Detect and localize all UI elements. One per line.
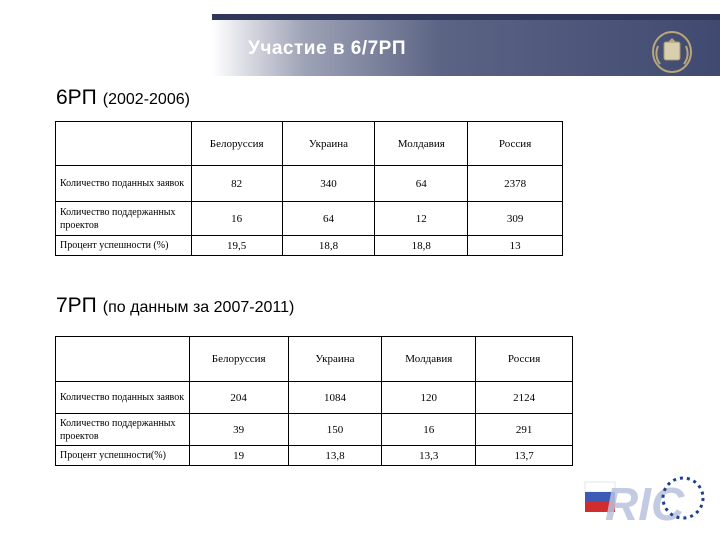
table-row (56, 382, 573, 414)
table-cell: 12 (375, 202, 468, 236)
col-header: Белоруссия (189, 337, 288, 382)
header-corner-cell (56, 337, 190, 382)
section-6rp-subtitle: (2002-2006) (102, 91, 190, 108)
header-corner-cell (56, 122, 192, 166)
table-cell: 13,8 (288, 446, 382, 466)
row-label: Количество поддержанных проектов (56, 414, 190, 446)
ric-logo-text: RIC (605, 478, 685, 530)
section-7rp-title: 7РП (56, 294, 97, 317)
table-cell: 13,7 (476, 446, 573, 466)
table-cell: 2378 (468, 166, 563, 202)
table-row (56, 166, 563, 202)
title-banner-shade (212, 14, 720, 20)
table-row (56, 446, 573, 466)
col-header: Россия (476, 337, 573, 382)
table-cell: 1084 (288, 382, 382, 414)
table-cell: 16 (382, 414, 476, 446)
table-cell: 120 (382, 382, 476, 414)
slide-title: Участие в 6/7РП (248, 38, 407, 59)
table-cell: 150 (288, 414, 382, 446)
table-cell: 13,3 (382, 446, 476, 466)
table-cell: 16 (191, 202, 282, 236)
table-cell: 18,8 (375, 236, 468, 256)
table-header-row (56, 122, 563, 166)
table-cell: 19 (189, 446, 288, 466)
section-6rp-heading (56, 86, 190, 110)
col-header: Россия (468, 122, 563, 166)
table-cell: 64 (375, 166, 468, 202)
table-cell: 309 (468, 202, 563, 236)
table-7rp (55, 336, 573, 466)
table-row (56, 202, 563, 236)
section-6rp-title: 6РП (56, 86, 97, 109)
table-cell: 291 (476, 414, 573, 446)
table-cell: 340 (282, 166, 375, 202)
table-cell: 64 (282, 202, 375, 236)
row-label: Количество поданных заявок (56, 382, 190, 414)
table-cell: 19,5 (191, 236, 282, 256)
table-header-row (56, 337, 573, 382)
row-label: Процент успешности(%) (56, 446, 190, 466)
col-header: Белоруссия (191, 122, 282, 166)
ric-logo-icon (583, 468, 713, 538)
table-cell: 18,8 (282, 236, 375, 256)
table-row (56, 414, 573, 446)
col-header: Украина (282, 122, 375, 166)
col-header: Молдавия (382, 337, 476, 382)
table-cell: 82 (191, 166, 282, 202)
table-cell: 39 (189, 414, 288, 446)
table-cell: 2124 (476, 382, 573, 414)
section-7rp-heading (56, 294, 294, 318)
row-label: Количество поддержанных проектов (56, 202, 192, 236)
row-label: Количество поданных заявок (56, 166, 192, 202)
col-header: Молдавия (375, 122, 468, 166)
table-row (56, 236, 563, 256)
ric-logo-graphic (583, 468, 713, 538)
col-header: Украина (288, 337, 382, 382)
table-6rp (55, 121, 563, 256)
table-cell: 204 (189, 382, 288, 414)
section-7rp-subtitle: (по данным за 2007-2011) (102, 299, 295, 316)
coat-of-arms-icon (650, 30, 694, 74)
table-cell: 13 (468, 236, 563, 256)
row-label: Процент успешности (%) (56, 236, 192, 256)
